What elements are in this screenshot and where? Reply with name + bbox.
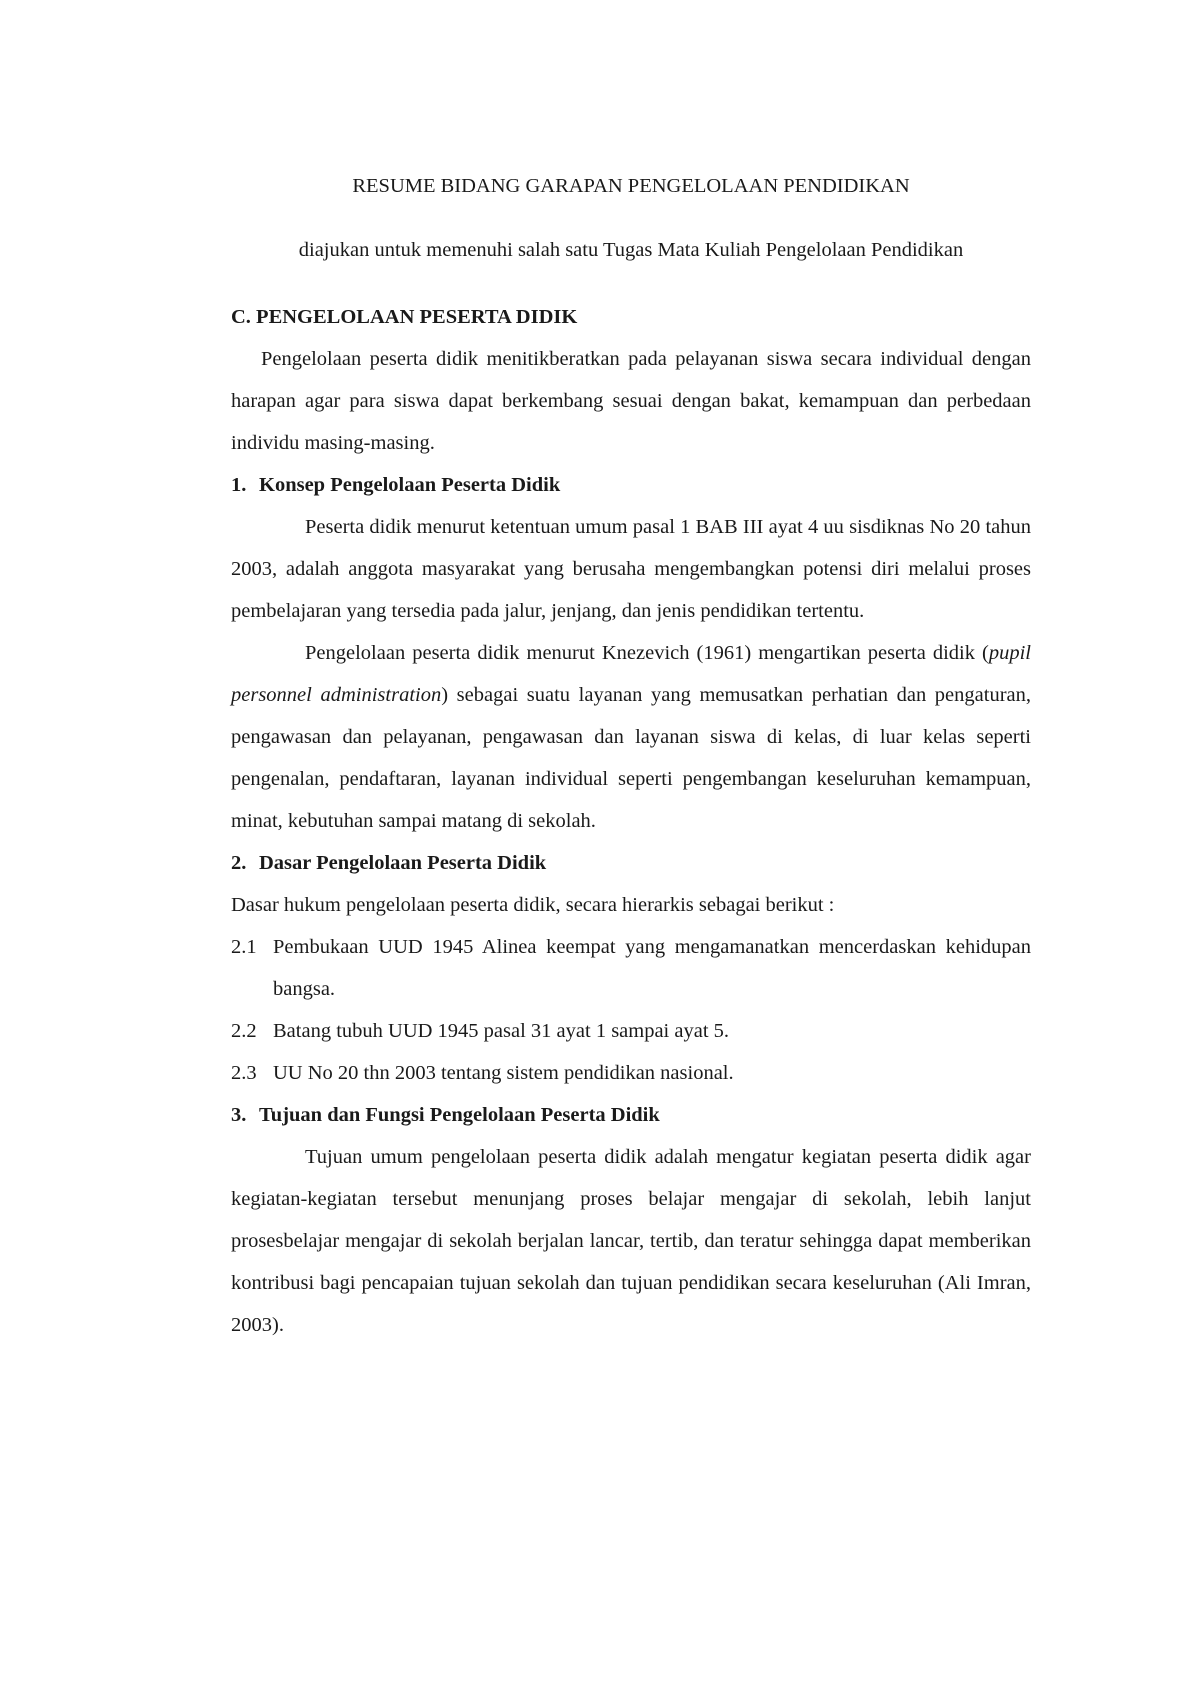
list-item xyxy=(231,1052,1031,1094)
subheading-number: 2. xyxy=(231,852,247,874)
section-heading: C. PENGELOLAAN PESERTA DIDIK xyxy=(231,306,578,328)
document-title: RESUME BIDANG GARAPAN PENGELOLAAN PENDIDIKAN xyxy=(352,175,910,197)
dasar-intro-paragraph: Dasar hukum pengelolaan peserta didik, secara hierarkis sebagai berikut : xyxy=(231,894,835,916)
list-item-text: UU No 20 thn 2003 tentang sistem pendidikan nasional. xyxy=(273,1062,734,1084)
document-body xyxy=(231,296,1031,1346)
subheading-text: Konsep Pengelolaan Peserta Didik xyxy=(259,474,561,496)
tujuan-paragraph-1: Tujuan umum pengelolaan peserta didik adalah mengatur kegiatan peserta didik agar kegiatan-kegiatan tersebut menunjang proses belajar mengajar di sekolah, lebih lanjut prosesbelajar mengajar di sekolah berjalan lancar, tertib, dan teratur sehingga dapat memberikan kontribusi bagi pencapaian tujuan sekolah dan tujuan pendidikan secara keseluruhan (Ali Imran, 2003). xyxy=(231,1146,1031,1336)
subheading-number: 3. xyxy=(231,1104,247,1126)
subheading-number: 1. xyxy=(231,474,247,496)
paragraph-text: Pengelolaan peserta didik menurut Knezevich (1961) mengartikan peserta didik ( xyxy=(305,642,989,664)
italic-term: pupil personnel administration xyxy=(231,642,1031,706)
list-item-number: 2.3 xyxy=(231,1062,257,1084)
konsep-paragraph-1: Peserta didik menurut ketentuan umum pasal 1 BAB III ayat 4 uu sisdiknas No 20 tahun 2003, adalah anggota masyarakat yang berusaha mengembangkan potensi diri melalui proses pembelajaran yang tersedia pada jalur, jenjang, dan jenis pendidikan tertentu. xyxy=(231,516,1031,622)
list-item xyxy=(231,926,1031,1010)
subheading-text: Dasar Pengelolaan Peserta Didik xyxy=(259,852,547,874)
paragraph-text: ) sebagai suatu layanan yang memusatkan perhatian dan pengaturan, pengawasan dan pelayanan, pengawasan dan layanan siswa di kelas, di luar kelas seperti pengenalan, pendaftaran, layanan individual seperti pengembangan keseluruhan kemampuan, minat, kebutuhan sampai matang di sekolah. xyxy=(231,684,1032,832)
list-item-text: Pembukaan UUD 1945 Alinea keempat yang mengamanatkan mencerdaskan kehidupan bangsa. xyxy=(273,936,1031,1000)
list-item-number: 2.2 xyxy=(231,1020,257,1042)
subheading-konsep xyxy=(231,464,1031,506)
list-item-text: Batang tubuh UUD 1945 pasal 31 ayat 1 sampai ayat 5. xyxy=(273,1020,730,1042)
subheading-text: Tujuan dan Fungsi Pengelolaan Peserta Didik xyxy=(259,1104,660,1126)
subheading-dasar xyxy=(231,842,1031,884)
section-intro-paragraph: Pengelolaan peserta didik menitikberatkan pada pelayanan siswa secara individual dengan harapan agar para siswa dapat berkembang sesuai dengan bakat, kemampuan dan perbedaan individu masing-masing. xyxy=(231,348,1031,454)
list-item xyxy=(231,1010,1031,1052)
konsep-paragraph-2 xyxy=(231,632,1031,842)
document-subtitle: diajukan untuk memenuhi salah satu Tugas Mata Kuliah Pengelolaan Pendidikan xyxy=(298,239,964,261)
subheading-tujuan xyxy=(231,1094,1031,1136)
list-item-number: 2.1 xyxy=(231,936,257,958)
